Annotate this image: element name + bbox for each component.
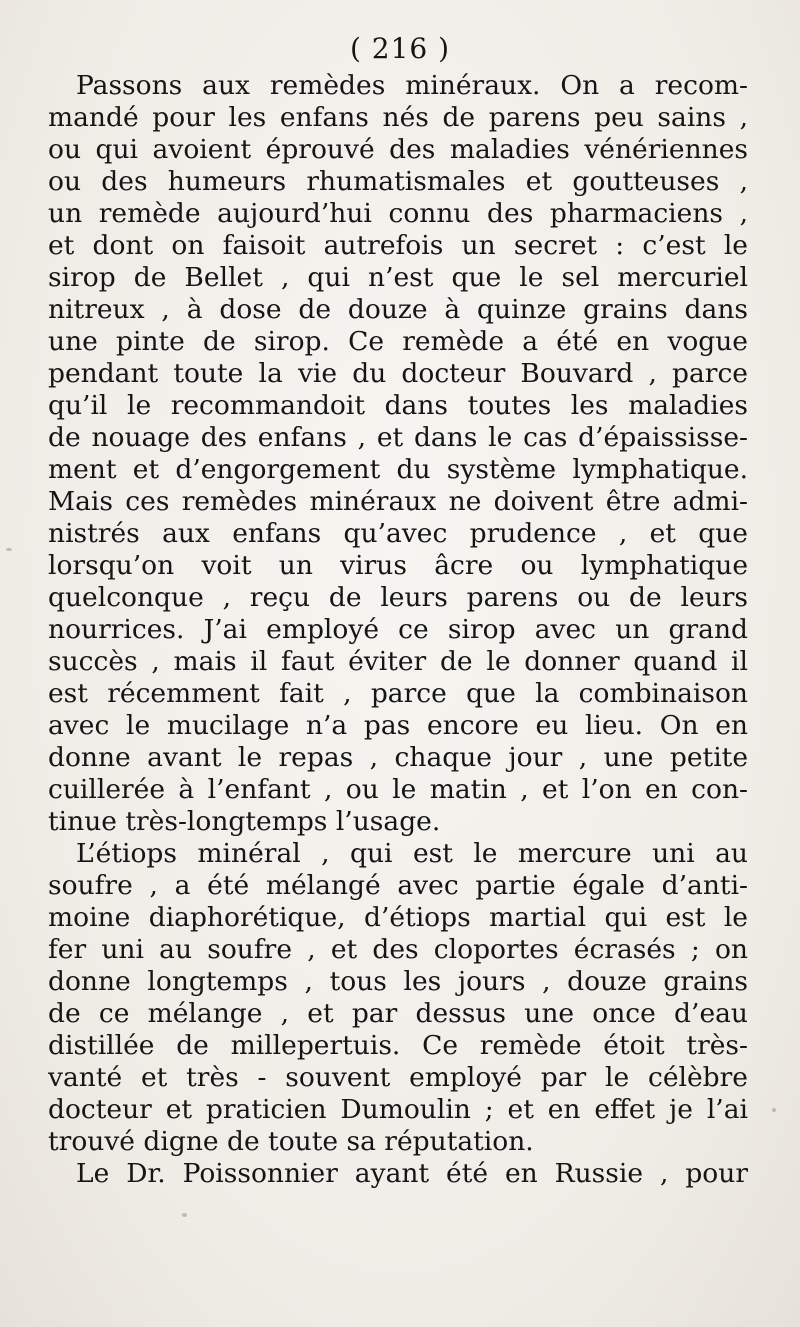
- text-line: tinue très-longtemps l’usage.: [48, 806, 441, 837]
- text-line: fer uni au soufre , et des cloportes écrasés ; on: [48, 934, 748, 965]
- text-line: Le Dr. Poissonnier ayant été en Russie , pour: [76, 1158, 748, 1189]
- text-line: et dont on faisoit autrefois un secret : c’est le: [48, 230, 748, 261]
- text-line: qu’il le recommandoit dans toutes les maladies: [48, 390, 748, 421]
- text-line: pendant toute la vie du docteur Bouvard , parce: [48, 358, 748, 389]
- text-line: ment et d’engorgement du système lymphatique.: [48, 454, 748, 485]
- paper-speck: [6, 548, 12, 551]
- text-line: nourrices. J’ai employé ce sirop avec un grand: [48, 614, 748, 645]
- text-line: distillée de millepertuis. Ce remède étoit très-: [48, 1030, 748, 1061]
- text-line: sirop de Bellet , qui n’est que le sel mercuriel: [48, 262, 748, 293]
- body-text: [48, 70, 748, 1190]
- text-line: de ce mélange , et par dessus une once d’eau: [48, 998, 748, 1029]
- text-line: avec le mucilage n’a pas encore eu lieu. On en: [48, 710, 748, 741]
- text-line: trouvé digne de toute sa réputation.: [48, 1126, 534, 1157]
- text-line: de nouage des enfans , et dans le cas d’épaississe-: [48, 422, 748, 453]
- text-line: quelconque , reçu de leurs parens ou de leurs: [48, 582, 748, 613]
- text-line: Mais ces remèdes minéraux ne doivent être admi-: [48, 486, 748, 517]
- paper-speck: [182, 1213, 187, 1217]
- text-line: lorsqu’on voit un virus âcre ou lymphatique: [48, 550, 748, 581]
- text-line: L’étiops minéral , qui est le mercure uni au: [76, 838, 748, 869]
- text-line: un remède aujourd’hui connu des pharmaciens ,: [48, 198, 748, 229]
- text-line: donne avant le repas , chaque jour , une petite: [48, 742, 748, 773]
- paper-speck: [772, 1108, 776, 1112]
- page-number: ( 216 ): [349, 32, 451, 65]
- text-line: nitreux , à dose de douze à quinze grains dans: [48, 294, 748, 325]
- text-line: une pinte de sirop. Ce remède a été en vogue: [48, 326, 748, 357]
- text-line: Passons aux remèdes minéraux. On a recom-: [76, 70, 748, 101]
- text-line: donne longtemps , tous les jours , douze grains: [48, 966, 748, 997]
- text-line: ou qui avoient éprouvé des maladies vénériennes: [48, 134, 748, 165]
- text-line: moine diaphorétique, d’étiops martial qui est le: [48, 902, 748, 933]
- text-line: ou des humeurs rhumatismales et goutteuses ,: [48, 166, 748, 197]
- text-line: succès , mais il faut éviter de le donner quand il: [48, 646, 748, 677]
- text-line: mandé pour les enfans nés de parens peu sains ,: [48, 102, 748, 133]
- text-line: docteur et praticien Dumoulin ; et en effet je l’ai: [48, 1094, 748, 1125]
- text-line: soufre , a été mélangé avec partie égale d’anti-: [48, 870, 748, 901]
- text-line: cuillerée à l’enfant , ou le matin , et l’on en con-: [48, 774, 748, 805]
- text-line: vanté et très - souvent employé par le célèbre: [48, 1062, 748, 1093]
- text-line: est récemment fait , parce que la combinaison: [48, 678, 748, 709]
- text-line: nistrés aux enfans qu’avec prudence , et que: [48, 518, 748, 549]
